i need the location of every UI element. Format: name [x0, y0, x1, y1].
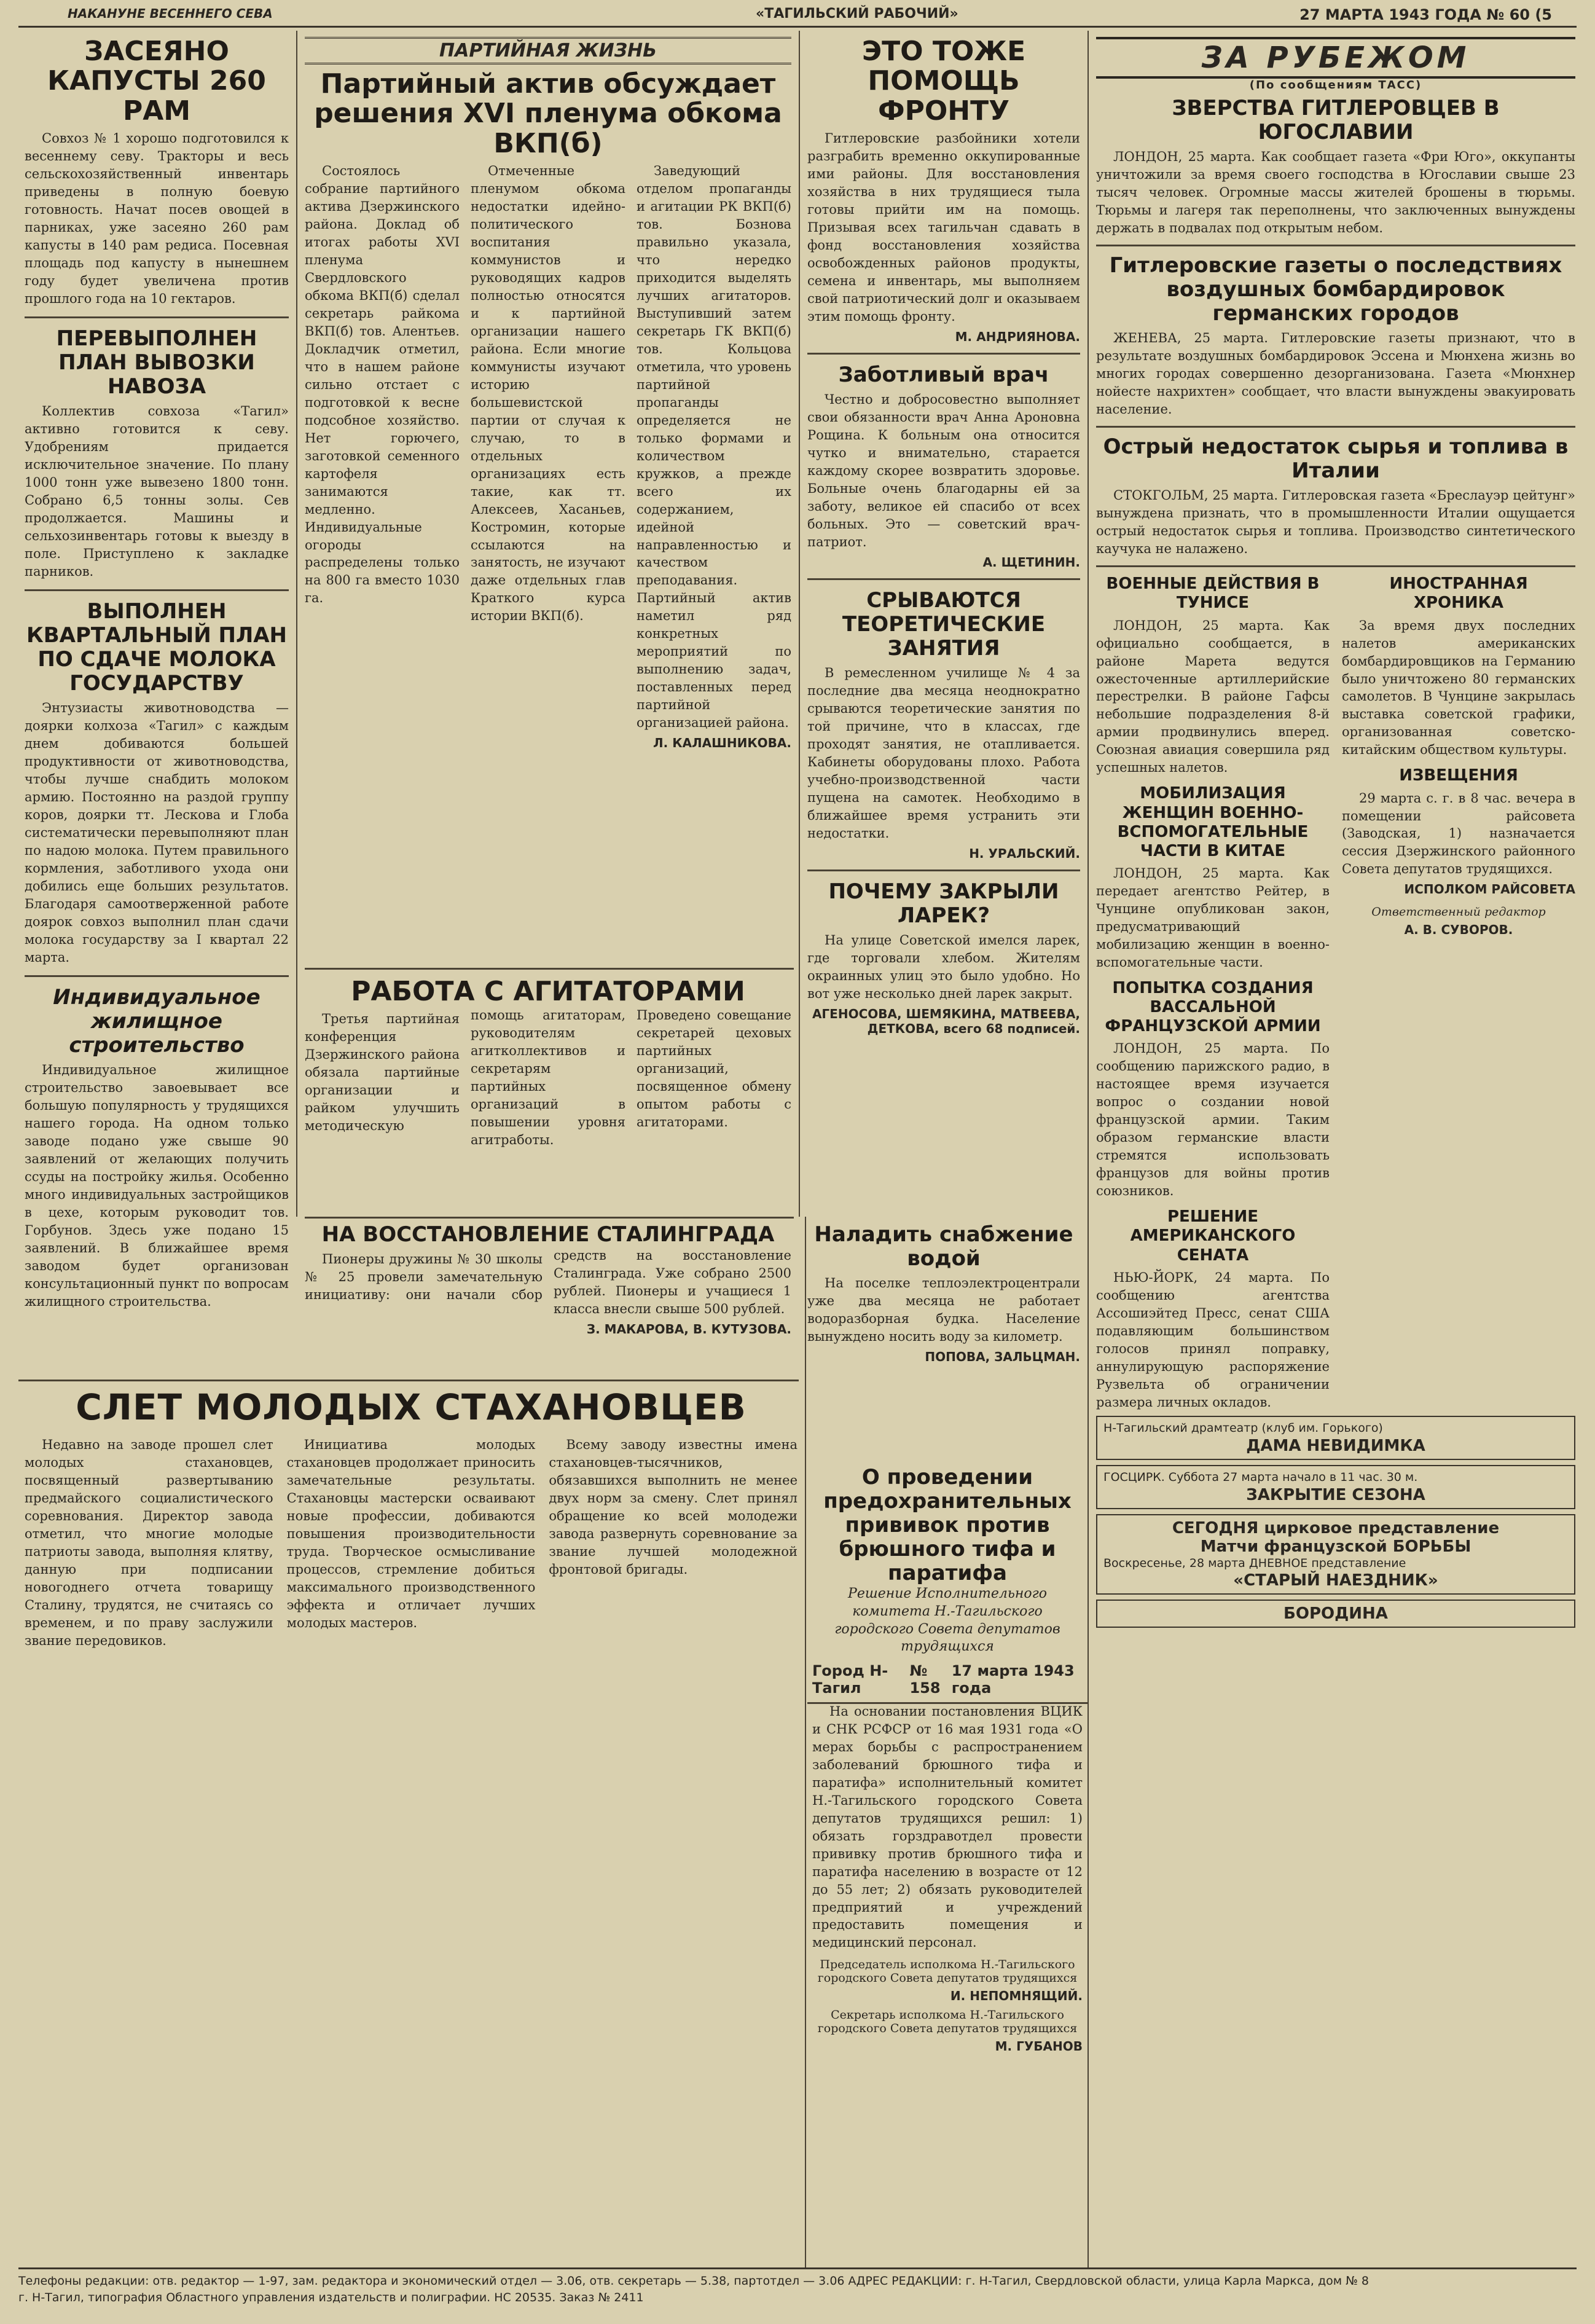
decree-chair-role: Председатель исполкома Н.-Тагильского городского Совета депутатов трудящихся	[817, 1958, 1078, 1985]
article-title-water: Наладить снабжение водой	[814, 1222, 1073, 1271]
footer-line-1: Телефоны редакции: отв. редактор — 1-97, зам. редактора и экономический отдел — 3.06, отв. секретарь — 5.38, партотдел — 3.06 АДРЕС РЕДАКЦИИ: г. Н-Тагил, Свердловской области, улица Карла Маркса, дом № 8	[18, 2274, 1370, 2288]
ad-concert	[1096, 1465, 1575, 1509]
decree-number: № 158	[909, 1662, 941, 1697]
article-title-cabbage: ЗАСЕЯНО КАПУСТЫ 260 РАМ	[47, 36, 266, 127]
article-text-housing: Индивидуальное жилищное строительство завоевывает все большую популярность у трудящихся нашего города. На одном только заводе подано уже свыше 90 заявлений от желающих получить ссуды на постройку жилья. Особенно много индивидуальных застройщиков в цехе, которым руководит тов. Горбунов. Здесь уже подано 15 заявлений. В ближайшее время заводом будет организован консультационный пункт по вопросам жилищного строительства.	[25, 1062, 289, 1309]
article-title-tunisia: ВОЕННЫЕ ДЕЙСТВИЯ В ТУНИСЕ	[1106, 575, 1320, 613]
article-title-kiosk: ПОЧЕМУ ЗАКРЫЛИ ЛАРЕК?	[828, 879, 1059, 928]
column-3	[807, 37, 1080, 1217]
article-text-bombing: ЖЕНЕВА, 25 марта. Гитлеровские газеты признают, что в результате воздушных бомбардировок Эссена и Мюнхена жизнь во многих городах совершенно дезорганизована. Газета «Мюнхнер нойесте нахрихтен» сообщает, что власти вынуждены эвакуировать население.	[1096, 331, 1575, 417]
article-text-tunisia: ЛОНДОН, 25 марта. Как официально сообщается, в районе Марета ведутся ожесточенные артиллерийские перестрелки. В районе Гафсы небольшие подразделения 8-й армии продвинулись вперед. Союзная авиация совершила ряд успешных налетов.	[1096, 618, 1330, 775]
article-title-chronicle: ИНОСТРАННАЯ ХРОНИКА	[1389, 575, 1528, 613]
abroad-section	[1096, 37, 1575, 2261]
column-rule	[296, 31, 297, 1217]
article-title-housing: Индивидуальное жилищное строительство	[53, 984, 261, 1058]
article-title-senate: РЕШЕНИЕ АМЕРИКАНСКОГО СЕНАТА	[1130, 1207, 1296, 1265]
masthead-rubric: НАКАНУНЕ ВЕСЕННЕГО СЕВА	[68, 6, 273, 21]
rubric-abroad: ЗА РУБЕЖОМ	[1096, 37, 1575, 79]
divider	[1096, 565, 1575, 567]
decree-header	[812, 1662, 1083, 1697]
article-text-theory: В ремесленном училище № 4 за последние два месяца неоднократно срываются теоретические занятия по той причине, что в классах, где проходят занятия, не отапливается. Кабинеты оборудованы плохо. Работа учебно-производственной части пущена на самотек. Необходимо в ближайшее время устранить эти недостатки.	[807, 665, 1080, 841]
help-front-signature: М. АНДРИЯНОВА.	[955, 329, 1080, 344]
masthead-date: 27 МАРТА 1943 ГОДА № 60 (5	[1299, 6, 1552, 23]
party-text-2: Отмеченные пленумом обкома недостатки идейно-политического воспитания коммунистов и руководящих кадров полностью относятся и к партийной организации нашего района. Если многие коммунисты изучают историю большевистской партии от случая к случаю, то в отдельных организациях есть такие, как тт. Алексеев, Хасаньев, Костромин, которые ссылаются на занятость, не изучают даже отдельных глав Краткого курса истории ВКП(б).	[471, 163, 625, 624]
article-title-help-front: ЭТО ТОЖЕ ПОМОЩЬ ФРОНТУ	[861, 36, 1026, 127]
article-title-yugoslavia: ЗВЕРСТВА ГИТЛЕРОВЦЕВ В ЮГОСЛАВИИ	[1172, 96, 1500, 145]
article-title-party-active: Партийный актив обсуждает решения XVI пленума обкома ВКП(б)	[314, 68, 782, 159]
doctor-signature: А. ЩЕТИНИН.	[982, 554, 1080, 570]
party-life-section	[305, 37, 791, 959]
rubric-party-life: ПАРТИЙНАЯ ЖИЗНЬ	[305, 37, 791, 65]
divider	[1096, 426, 1575, 428]
ad-circus-title: СЕГОДНЯ цирковое представление	[1172, 1518, 1500, 1537]
article-title-slet: СЛЕТ МОЛОДЫХ СТАХАНОВЦЕВ	[76, 1386, 747, 1428]
tass-note: (По сообщениям ТАСС)	[1249, 79, 1422, 92]
article-text-yugoslavia: ЛОНДОН, 25 марта. Как сообщает газета «Фри Юго», оккупанты уничтожили за время своего господства в Югославии свыше 23 тысяч человек. Огромные массы жителей брошены в тюрьмы. Тюрьмы и лагеря так переполнены, что заключенных вынуждены держать в подвалах под открытым небом.	[1096, 149, 1575, 236]
article-text-china: ЛОНДОН, 25 марта. Как передает агентство Рейтер, в Чунцине опубликован закон, предусматривающий мобилизацию женщин в военно-вспомогательные части.	[1096, 866, 1330, 970]
article-title-vaccination: О проведении предохранительных прививок против брюшного тифа и паратифа	[823, 1465, 1072, 1586]
decree-text: На основании постановления ВЦИК и СНК РСФСР от 16 мая 1931 года «О мерах борьбы с распространением заболеваний брюшного тифа и паратифа» исполнительный комитет Н.-Тагильского городского Совета депутатов трудящихся решил: 1) обязать горздравотдел провести прививку против брюшного тифа и паратифа населению в возрасте от 12 до 55 лет; 2) обязать руководителей предприятий и учреждений предоставить помещения и медицинский персонал.	[812, 1703, 1083, 1950]
article-title-manure: ПЕРЕВЫПОЛНЕН ПЛАН ВЫВОЗКИ НАВОЗА	[56, 326, 257, 399]
ad-cinema: «СТАРЫЙ НАЕЗДНИК»	[1233, 1571, 1438, 1590]
stalingrad-signature: З. МАКАРОВА, В. КУТУЗОВА.	[586, 1321, 791, 1337]
article-text-cabbage: Совхоз № 1 хорошо подготовился к весеннему севу. Тракторы и весь сельскохозяйственный инвентарь приведены в полную боевую готовность. Начат посев овощей в парниках, уже засеяно 260 рам капусты в 140 рам редиса. Посевная площадь под капусту в нынешнем году будет увеличена против прошлого года на 10 гектаров.	[25, 131, 289, 306]
party-signature: Л. КАЛАШНИКОВА.	[653, 736, 791, 751]
article-title-theory: СРЫВАЮТСЯ ТЕОРЕТИЧЕСКИЕ ЗАНЯТИЯ	[842, 587, 1046, 661]
divider	[807, 353, 1080, 355]
ad-theatre-name: Н-Тагильский драмтеатр (клуб им. Горького)	[1103, 1421, 1383, 1435]
article-text-senate: НЬЮ-ЙОРК, 24 марта. По сообщению агентства Ассошиэйтед Пресс, сенат США подавляющим большинством голосов принял поправку, аннулирующую распоряжение Рузвельта об ограничении размера личных окладов.	[1096, 1270, 1330, 1410]
article-text-french-army: ЛОНДОН, 25 марта. По сообщению парижского радио, в настоящее время изучается вопрос о создании новой французской армии. Таким образом германские власти стремятся использовать французов для войны против союзников.	[1096, 1041, 1330, 1199]
article-title-milk: ВЫПОЛНЕН КВАРТАЛЬНЫЙ ПЛАН ПО СДАЧЕ МОЛОКА ГОСУДАРСТВУ	[26, 599, 288, 696]
divider	[18, 1380, 799, 1381]
editor-name: А. В. СУВОРОВ.	[1404, 922, 1513, 938]
column-rule	[799, 31, 800, 1217]
column-1	[25, 36, 289, 1309]
decree-city: Город Н-Тагил	[812, 1662, 888, 1697]
slet-text-2: Инициатива молодых стахановцев продолжает приносить замечательные результаты. Стахановцы мастерски осваивают новые профессии, добиваются повышения производительности труда. Творческое осмысливание процессов, стремление добиться максимального производственного эффекта и отличает лучших молодых мастеров.	[286, 1437, 536, 1630]
divider	[25, 975, 289, 977]
article-title-bombing: Гитлеровские газеты о последствиях воздушных бомбардировок германских городов	[1109, 253, 1562, 326]
article-text-milk: Энтузиасты животноводства — доярки колхоза «Тагил» с каждым днем добиваются большей продуктивности от животноводства, чтобы лучше снабдить молоком армию. Постоянно на раздой группу коров, доярки тт. Лескова и Глоба систематически перевыполняют план по надою молока. Путем правильного кормления, заботливого ухода они добились еще больших результатов. Благодаря самоотверженной работе доярок совхоз выполнил план сдачи молока государству за I квартал 22 марта.	[25, 701, 289, 965]
article-text-italy: СТОКГОЛЬМ, 25 марта. Гитлеровская газета «Бреслауэр цейтунг» вынуждена признать, что в промышленности Италии ощущается острый недостаток сырья и топлива. Производство синтетического каучука не налажено.	[1096, 488, 1575, 557]
article-title-agitators: РАБОТА С АГИТАТОРАМИ	[351, 976, 745, 1007]
footer-line-2: г. Н-Тагил, типография Областного управления издательств и полиграфии. НС 20535. Заказ № 2411	[18, 2290, 644, 2304]
column-rule	[805, 1217, 806, 2267]
divider	[807, 870, 1080, 871]
article-text-chronicle: За время двух последних налетов американских бомбардировщиков на Германию было уничтожено 80 германских самолетов. В Чунцине закрылась выставка советской графики, организованная советско-китайским обществом культуры.	[1342, 618, 1575, 758]
article-text-notices: 29 марта с. г. в 8 час. вечера в помещении райсовета (Заводская, 1) назначается сессия Дзержинского районного Совета депутатов трудящихся.	[1342, 790, 1575, 877]
article-text-water: На поселке теплоэлектроцентрали уже два месяца не работает водоразборная будка. Население вынуждено носить воду за километр.	[807, 1276, 1080, 1345]
vaccination-decree	[812, 1466, 1083, 2261]
article-text-kiosk: На улице Советской имелся ларек, где торговали хлебом. Жителям окраинных улиц это было удобно. Но вот уже несколько дней ларек закрыт.	[807, 932, 1080, 1001]
vaccination-subtitle: Решение Исполнительного комитета Н.-Тагильского городского Совета депутатов трудящихся	[834, 1586, 1060, 1655]
article-title-italy: Острый недостаток сырья и топлива в Италии	[1103, 434, 1569, 484]
ad-concert-line: ГОСЦИРК. Суббота 27 марта начало в 11 час. 30 м.	[1103, 1470, 1418, 1485]
water-article	[807, 1223, 1080, 1456]
party-text-1: Состоялось собрание партийного актива Дзержинского района. Доклад об итогах работы XVI пленума Свердловского обкома ВКП(б) сделал секретарь райкома ВКП(б) тов. Алентьев. Докладчик отметил, что в нашем районе сильно отстает с подготовкой к весне подсобное хозяйство. Нет горючего, заготовкой семенного картофеля занимаются медленно. Индивидуальные огороды распределены только на 800 га вместо 1030 га.	[305, 163, 460, 606]
article-title-french-army: ПОПЫТКА СОЗДАНИЯ ВАССАЛЬНОЙ ФРАНЦУЗСКОЙ АРМИИ	[1105, 978, 1321, 1036]
divider	[305, 968, 794, 970]
slet-article	[25, 1386, 798, 2261]
article-text-doctor: Честно и добросовестно выполняет свои обязанности врач Анна Ароновна Рощина. К больным она относится чутко и внимательно, старается каждому скорее возвратить здоровье. Больные очень благодарны ей за заботу, великое ей спасибо от всех больных. Это — советский врач-патриот.	[807, 391, 1080, 549]
article-text-manure: Коллектив совхоза «Тагил» активно готовится к севу. Удобрениям придается исключительное значение. По плану 1000 тонн уже вывезено 1800 тонн. Собрано 6,5 тонны золы. Сев продолжается. Машины и сельхозинвентарь готовы к выезду в поле. Приступлено к закладке парников.	[25, 404, 289, 579]
party-text-3: Заведующий отделом пропаганды и агитации РК ВКП(б) тов. Бознова правильно указала, что нередко приходится выделять лучших агитаторов. Выступивший затем секретарь ГК ВКП(б) тов. Кольцова отметила, что уровень партийной пропаганды определяется не только формами и количеством кружков, а прежде всего их содержанием, идейной направленностью и качеством преподавания. Партийный актив наметил ряд конкретных мероприятий по выполнению задач, поставленных перед партийной организацией района.	[637, 163, 791, 731]
stalingrad-article	[305, 1223, 791, 1370]
slet-text-3: Всему заводу известны имена стахановцев-тысячников, обязавшихся выполнить не менее двух норм за смену. Слет принял обращение ко всей молодежи завода развернуть соревнование за звание лучшей молодежной фронтовой бригады.	[549, 1437, 798, 1577]
decree-secretary-name: М. ГУБАНОВ	[995, 2039, 1083, 2054]
footer	[18, 2267, 1577, 2317]
ad-theatre-play: ДАМА НЕВИДИМКА	[1246, 1437, 1425, 1456]
article-text-stalingrad: Пионеры дружины № 30 школы № 25 провели замечательную инициативу: они начали сбор средств на восстановление Сталинграда. Уже собрано 2500 рублей. Пионеры и учащиеся 1 класса внесли свыше 500 рублей.	[305, 1248, 791, 1316]
article-title-notices: ИЗВЕЩЕНИЯ	[1399, 766, 1518, 785]
ad-circus	[1096, 1514, 1575, 1595]
kiosk-signature: АГЕНОСОВА, ШЕМЯКИНА, МАТВЕЕВА, ДЕТКОВА, всего 68 подписей.	[812, 1006, 1080, 1036]
ad-wrestling: Матчи французской БОРЬБЫ	[1200, 1537, 1472, 1556]
notices-signature: ИСПОЛКОМ РАЙСОВЕТА	[1404, 882, 1575, 897]
ad-theatre	[1096, 1416, 1575, 1460]
ad-matinee: Воскресенье, 28 марта ДНЕВНОЕ представление	[1103, 1556, 1406, 1570]
decree-chair-name: И. НЕПОМНЯЩИЙ.	[950, 1988, 1083, 2004]
divider	[25, 589, 289, 591]
agitators-article	[305, 977, 791, 1180]
water-signature: ПОПОВА, ЗАЛЬЦМАН.	[925, 1349, 1080, 1365]
article-title-doctor: Заботливый врач	[838, 362, 1049, 387]
decree-secretary-role: Секретарь исполкома Н.-Тагильского городского Совета депутатов трудящихся	[817, 2008, 1078, 2036]
divider	[1096, 245, 1575, 246]
masthead	[18, 5, 1577, 28]
ad-obituary	[1096, 1600, 1575, 1628]
decree-date: 17 марта 1943 года	[951, 1662, 1075, 1697]
divider	[25, 316, 289, 318]
divider	[305, 1217, 794, 1219]
article-title-china: МОБИЛИЗАЦИЯ ЖЕНЩИН ВОЕННО-ВСПОМОГАТЕЛЬНЫЕ ЧАСТИ В КИТАЕ	[1117, 784, 1309, 860]
ad-concert-title: ЗАКРЫТИЕ СЕЗОНА	[1246, 1485, 1425, 1504]
article-title-stalingrad: НА ВОССТАНОВЛЕНИЕ СТАЛИНГРАДА	[321, 1222, 775, 1247]
article-text-agitators: Третья партийная конференция Дзержинского района обязала партийные организации и райком улучшить методическую помощь агитаторам, руководителям агитколлективов и секретарям партийных организаций в повышении уровня агитработы. Проведено совещание секретарей цеховых партийных организаций, посвященное обмену опытом работы с агитаторами.	[305, 1008, 791, 1148]
divider	[807, 578, 1080, 580]
column-rule	[1088, 31, 1089, 2267]
masthead-paper-name: «ТАГИЛЬСКИЙ РАБОЧИЙ»	[756, 6, 958, 22]
editor-label: Ответственный редактор	[1371, 905, 1546, 919]
party-article-columns	[305, 159, 791, 750]
slet-text-1: Недавно на заводе прошел слет молодых стахановцев, посвященный развертыванию предмайского социалистического соревнования. Директор завода отметил, что многие молодые патриоты завода, выполняя клятву, данную при подписании новогоднего отчета товарищу Сталину, трудятся, не считаясь со временем, и по праву заслужили звание передовиков.	[25, 1437, 273, 1648]
ad-obituary-name: БОРОДИНА	[1283, 1604, 1388, 1623]
article-text-help-front: Гитлеровские разбойники хотели разграбить временно оккупированные ими районы. Для восстановления хозяйства в них трудящиеся тыла готовы прийти им на помощь. Призывая всех тагильчан сдавать в фонд восстановления хозяйства освобожденных районов продукты, семена и инвентарь, мы выполняем свой патриотический долг и оказываем этим помощь фронту.	[807, 131, 1080, 324]
theory-signature: Н. УРАЛЬСКИЙ.	[969, 846, 1080, 861]
